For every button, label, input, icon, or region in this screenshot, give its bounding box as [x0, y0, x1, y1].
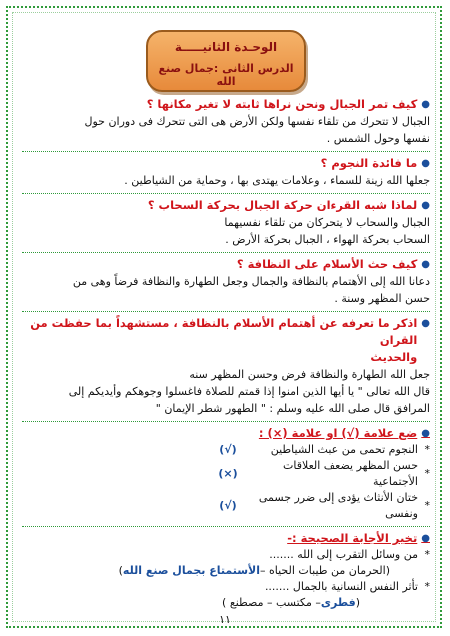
mc-item-2-options: ( فطرى – مكتسب – مصطنع ) — [222, 596, 360, 609]
answer-1-line-2: نفسها وحول الشمس . — [326, 132, 430, 145]
divider — [22, 252, 430, 253]
star-bullet-icon: * — [424, 580, 430, 593]
answer-5-line-3: المرافق قال صلى الله عليه وسلم : " الطهور شطر الإيمان " — [155, 402, 430, 415]
bullet-icon: ● — [421, 158, 430, 169]
question-1: ● كيف تمر الجبال ونحن نراها ثابته لا تغير مكانها ؟ — [146, 97, 430, 111]
star-bullet-icon: * — [424, 548, 430, 561]
bullet-icon: ● — [421, 428, 430, 439]
divider — [22, 311, 430, 312]
worksheet-content — [22, 96, 430, 611]
star-bullet-icon: * — [424, 467, 430, 480]
star-bullet-icon: * — [424, 499, 430, 512]
unit-title: الوحـدة الثانيـــــة — [174, 40, 278, 54]
tf-mark: (×) — [218, 467, 238, 480]
tf-item-1: * النجوم تحمى من عبث الشياطين (√) — [22, 442, 430, 458]
question-3: ● لماذا شبه القرءان حركة الجبال بحركة السحاب ؟ — [147, 198, 430, 212]
lesson-title-box — [146, 30, 306, 92]
divider — [22, 421, 430, 422]
answer-2-line-1: جعلها الله زينة للسماء ، وعلامات يهتدى بها ، وحماية من الشياطين . — [124, 174, 430, 187]
question-2: ● ما فائدة النجوم ؟ — [320, 156, 430, 170]
divider — [22, 151, 430, 152]
bullet-icon: ● — [421, 533, 430, 544]
answer-3-line-2: السحاب بحركة الهواء ، الجبال بحركة الأرض . — [225, 233, 430, 246]
tf-item-2: * حسن المظهر يضعف العلاقات الأجتماعية (×) — [22, 458, 430, 490]
divider — [22, 526, 430, 527]
mc-answer: الأستمتاع بجمال صنع الله — [122, 564, 260, 577]
page-number: ١١ — [219, 613, 231, 626]
mc-item-1-options: (الحرمان من طيبات الحياه – الأستمتاع بجمال صنع الله ) — [118, 564, 390, 577]
star-bullet-icon: * — [424, 443, 430, 456]
tf-mark: (√) — [219, 499, 237, 512]
bullet-icon: ● — [421, 200, 430, 211]
answer-5-line-1: جعل الله الطهارة والنظافة فرض وحسن المظهر سنه — [189, 368, 430, 381]
true-false-heading: ● ضع علامة (√) او علامة (×) : — [258, 426, 430, 440]
bullet-icon: ● — [421, 318, 430, 329]
tf-mark: (√) — [219, 443, 237, 456]
answer-5-line-2: قال الله تعالى " يا أيها الذين امنوا إذا قمتم للصلاة فاغسلوا وجوهكم وأيديكم إلى — [68, 385, 430, 398]
question-4: ● كيف حث الأسلام على النظافة ؟ — [236, 257, 430, 271]
answer-1-line-1: الجبال لا تتحرك من تلقاء نفسها ولكن الأرض هى التى تتحرك فى دوران حول — [84, 115, 430, 128]
answer-4-line-1: دعانا الله إلى الأهتمام بالنظافة والجمال وجعل الطهارة والنظافة فرضاً وهى من — [72, 275, 430, 288]
answer-4-line-2: حسن المظهر وسنة . — [334, 292, 430, 305]
question-5-continued: والحديث — [370, 350, 418, 364]
answer-3-line-1: الجبال والسحاب لا يتحركان من تلقاء نفسيهما — [224, 216, 430, 229]
question-5: ● اذكر ما تعرفه عن أهتمام الأسلام بالنظافة ، مستشهداً بما حفظت من القران — [30, 316, 430, 347]
bullet-icon: ● — [421, 99, 430, 110]
bullet-icon: ● — [421, 259, 430, 270]
tf-item-3: * ختان الأنثاث يؤدى إلى ضرر جسمى ونفسى (√) — [22, 490, 430, 522]
mc-item-2-stem: * تأثر النفس النسانية بالجمال ....... — [264, 580, 430, 593]
multiple-choice-heading: ● تخير الأجابة الصحيحة :- — [287, 531, 430, 545]
divider — [22, 193, 430, 194]
lesson-title: الدرس الثانى :جمال صنع الله — [158, 62, 294, 88]
mc-item-1-stem: * من وسائل التقرب إلى الله ....... — [269, 548, 430, 561]
mc-answer: فطرى — [320, 596, 356, 609]
